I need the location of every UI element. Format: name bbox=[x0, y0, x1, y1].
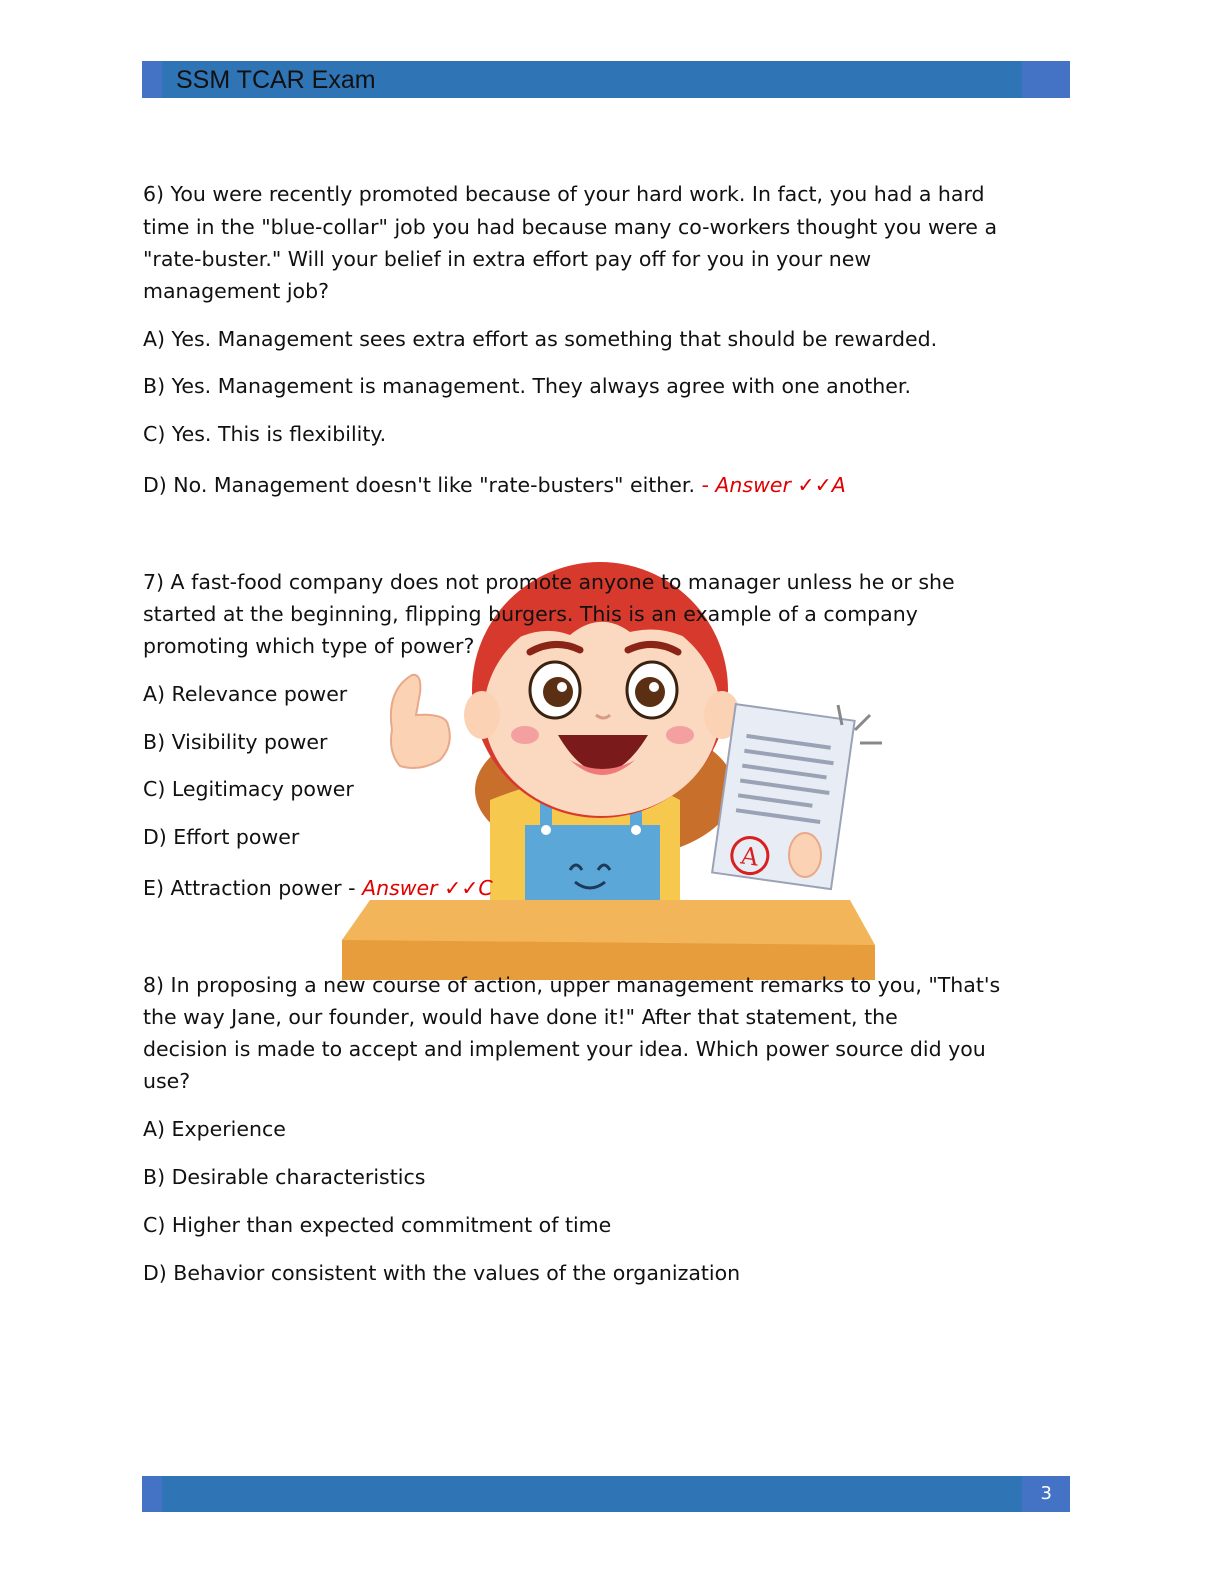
option-c: C) Higher than expected commitment of time bbox=[143, 1213, 612, 1237]
question-text-line: promoting which type of power? bbox=[143, 634, 475, 658]
answer-label: - Answer ✓✓A bbox=[701, 473, 846, 497]
page-footer bbox=[142, 1476, 1070, 1512]
question-text-line: use? bbox=[143, 1069, 191, 1093]
option-d: D) Behavior consistent with the values of the organization bbox=[143, 1261, 741, 1285]
option-c: C) Legitimacy power bbox=[143, 777, 354, 801]
question-text-line: "rate-buster." Will your belief in extra effort pay off for you in your new bbox=[143, 247, 872, 271]
question-text-line: time in the "blue-collar" job you had because many co-workers thought you were a bbox=[143, 215, 998, 239]
footer-edge-left bbox=[142, 1476, 162, 1512]
option-a: A) Relevance power bbox=[143, 682, 348, 706]
grade-mark: A bbox=[739, 841, 761, 872]
question-text-line: management job? bbox=[143, 279, 329, 303]
graded-paper bbox=[712, 704, 854, 889]
question-text-line: decision is made to accept and implement your idea. Which power source did you bbox=[143, 1037, 986, 1061]
answer-label: Answer ✓✓C bbox=[362, 876, 493, 900]
option-a: A) Experience bbox=[143, 1117, 286, 1141]
question-text-line: 6) You were recently promoted because of your hard work. In fact, you had a hard bbox=[143, 182, 985, 206]
question-text-line: 7) A fast-food company does not promote anyone to manager unless he or she bbox=[143, 570, 955, 594]
option-d: D) No. Management doesn't like "rate-busters" either. bbox=[143, 473, 695, 497]
option-e-with-answer bbox=[143, 872, 493, 904]
option-b: B) Visibility power bbox=[143, 730, 328, 754]
option-e: E) Attraction power - bbox=[143, 876, 356, 900]
question-text-line: the way Jane, our founder, would have done it!" After that statement, the bbox=[143, 1005, 898, 1029]
option-a: A) Yes. Management sees extra effort as something that should be rewarded. bbox=[143, 327, 938, 351]
option-d-with-answer bbox=[143, 469, 846, 501]
option-c: C) Yes. This is flexibility. bbox=[143, 422, 387, 446]
header-edge-left bbox=[142, 61, 162, 98]
page-header bbox=[142, 61, 1070, 98]
option-b: B) Yes. Management is management. They always agree with one another. bbox=[143, 374, 911, 398]
header-edge-right bbox=[1022, 61, 1070, 98]
question-text-line: started at the beginning, flipping burgers. This is an example of a company bbox=[143, 602, 918, 626]
document-title: SSM TCAR Exam bbox=[176, 66, 376, 94]
page-number: 3 bbox=[1040, 1483, 1052, 1504]
question-text-line: 8) In proposing a new course of action, upper management remarks to you, "That's bbox=[143, 973, 1001, 997]
option-b: B) Desirable characteristics bbox=[143, 1165, 426, 1189]
option-d: D) Effort power bbox=[143, 825, 300, 849]
